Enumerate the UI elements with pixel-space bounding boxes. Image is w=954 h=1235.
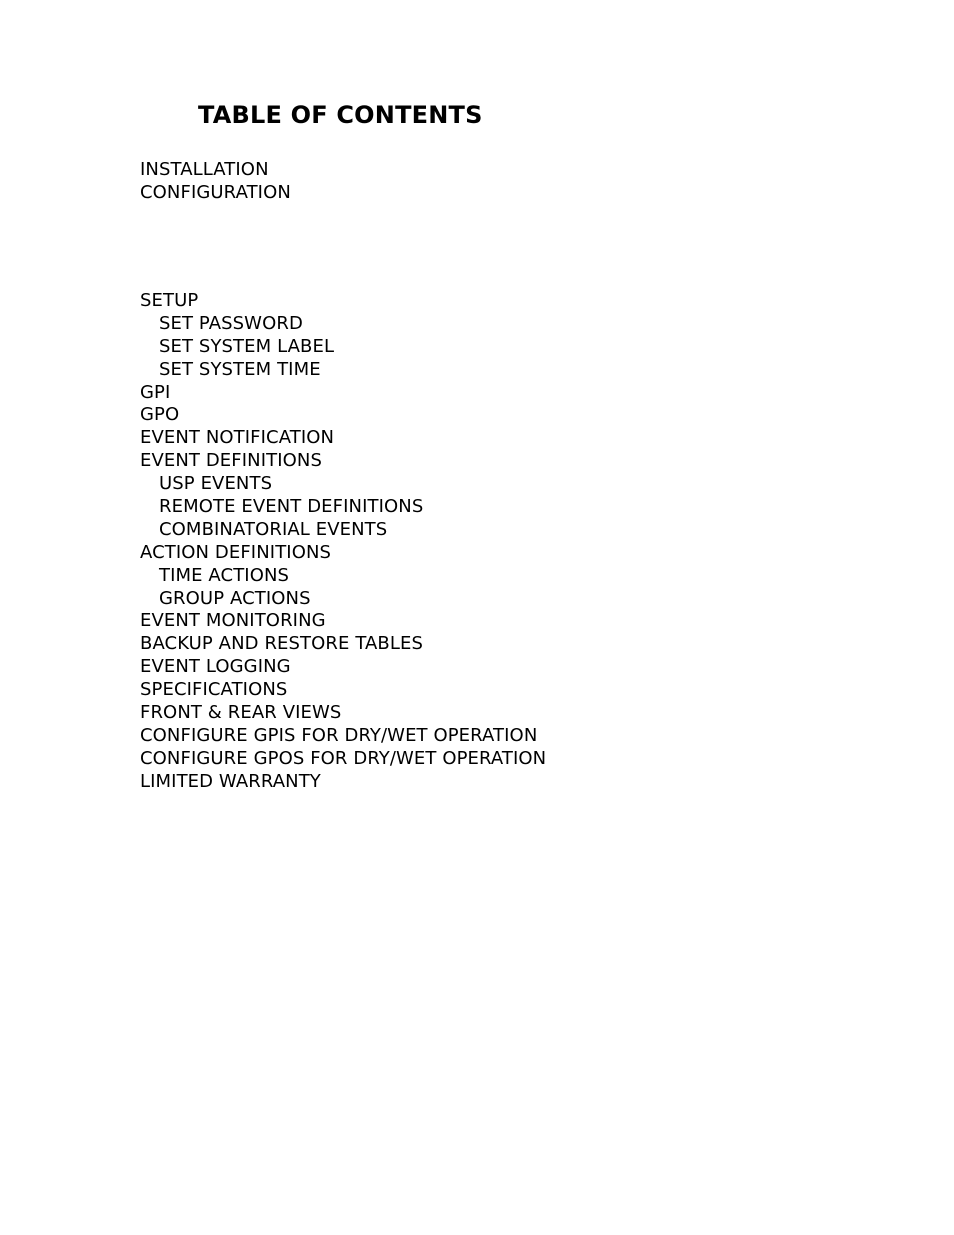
toc-entry: LIMITED WARRANTY (140, 770, 321, 792)
toc-subentry: USP EVENTS (159, 473, 273, 495)
toc-subentry: SET PASSWORD (159, 312, 303, 334)
toc-entry: CONFIGURE GPIS FOR DRY/WET OPERATION (140, 724, 538, 746)
toc-subentry: SET SYSTEM LABEL (159, 335, 335, 357)
toc-entry: EVENT LOGGING (140, 656, 291, 678)
toc-entry: CONFIGURE GPOS FOR DRY/WET OPERATION (140, 747, 547, 769)
toc-entry: ACTION DEFINITIONS (140, 541, 332, 563)
toc-entry: INSTALLATION (140, 159, 269, 180)
toc-list-top (140, 159, 291, 205)
toc-entry: FRONT & REAR VIEWS (140, 702, 342, 724)
toc-subentry: COMBINATORIAL EVENTS (159, 518, 388, 540)
toc-entry: SETUP (140, 290, 199, 311)
toc-list-main (140, 290, 546, 794)
toc-subentry: TIME ACTIONS (159, 564, 290, 586)
toc-entry: CONFIGURATION (140, 181, 291, 203)
toc-subentry: SET SYSTEM TIME (159, 358, 321, 380)
toc-entry: EVENT NOTIFICATION (140, 427, 335, 449)
toc-entry: EVENT DEFINITIONS (140, 450, 322, 472)
toc-entry: GPI (140, 381, 171, 403)
toc-entry: GPO (140, 404, 180, 426)
toc-subentry: GROUP ACTIONS (159, 587, 311, 609)
toc-entry: EVENT MONITORING (140, 610, 326, 632)
page-title: TABLE OF CONTENTS (198, 101, 483, 129)
toc-entry: BACKUP AND RESTORE TABLES (140, 633, 424, 655)
toc-entry: SPECIFICATIONS (140, 679, 288, 701)
toc-subentry: REMOTE EVENT DEFINITIONS (159, 496, 424, 518)
